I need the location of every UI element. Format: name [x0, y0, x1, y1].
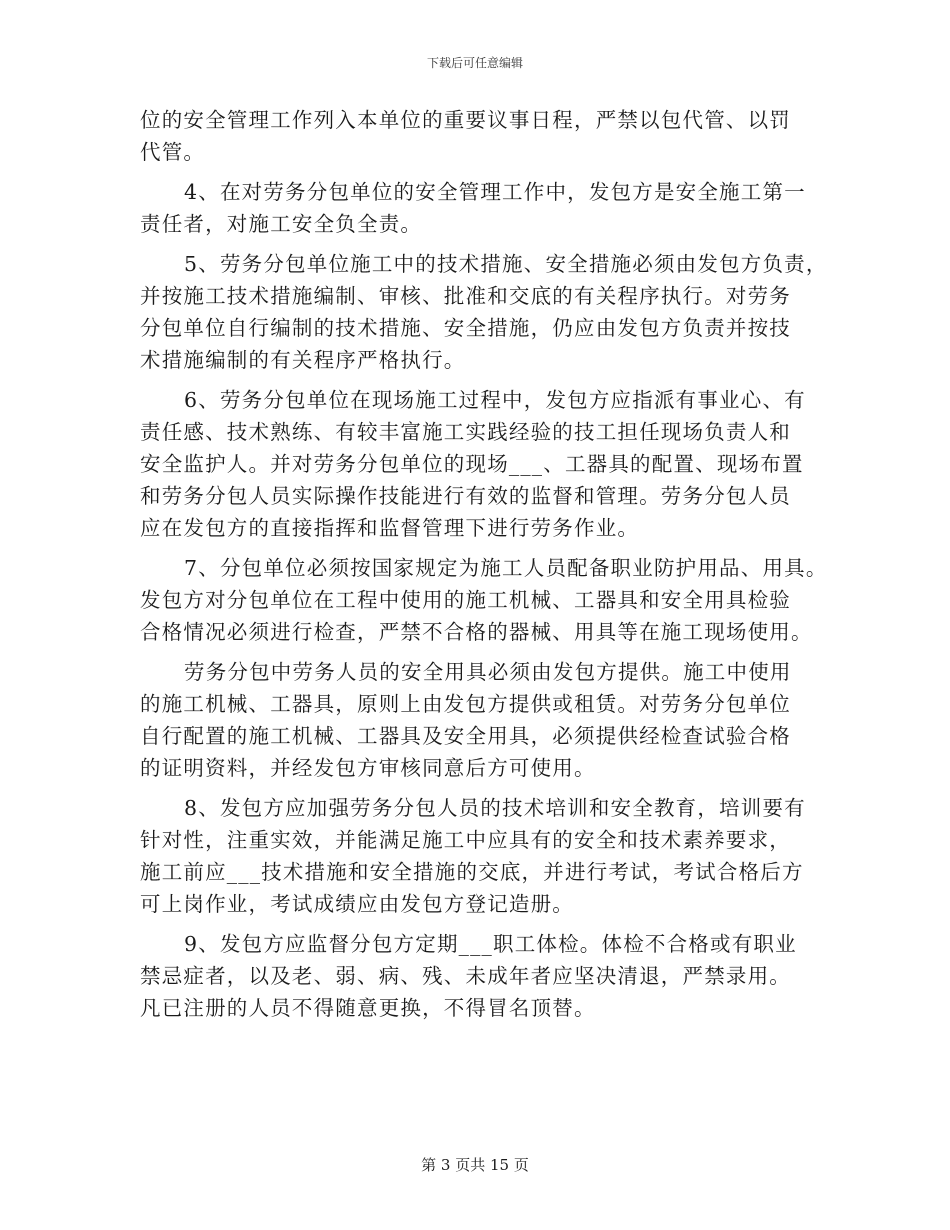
text-line: 9、发包方应监督分包方定期___职工体检。体检不合格或有职业 — [184, 932, 797, 956]
document-body — [140, 104, 828, 1024]
page-footer: 第 3 页共 15 页 — [421, 1156, 529, 1174]
text-line: 7、分包单位必须按国家规定为施工人员配备职业防护用品、用具。 — [184, 556, 828, 580]
paragraph — [140, 248, 828, 376]
text-line: 发包方对分包单位在工程中使用的施工机械、工器具和安全用具检验 — [140, 588, 791, 612]
text-line: 6、劳务分包单位在现场施工过程中，发包方应指派有事业心、有 — [184, 388, 806, 412]
text-line: 自行配置的施工机械、工器具及安全用具，必须提供经检查试验合格 — [140, 724, 791, 748]
text-line: 针对性，注重实效，并能满足施工中应具有的安全和技术素养要求， — [140, 828, 791, 852]
text-line: 应在发包方的直接指挥和监督管理下进行劳务作业。 — [140, 516, 640, 540]
text-line: 可上岗作业，考试成绩应由发包方登记造册。 — [140, 892, 574, 916]
text-line: 并按施工技术措施编制、审核、批准和交底的有关程序执行。对劳务 — [140, 284, 791, 308]
paragraph-gap — [140, 544, 820, 552]
text-line: 4、在对劳务分包单位的安全管理工作中，发包方是安全施工第一 — [184, 180, 806, 204]
paragraph-gap — [140, 240, 820, 248]
paragraph-gap — [140, 648, 820, 656]
text-line: 的证明资料，并经发包方审核同意后方可使用。 — [140, 756, 596, 780]
text-line: 合格情况必须进行检查，严禁不合格的器械、用具等在施工现场使用。 — [140, 620, 813, 644]
text-line: 代管。 — [140, 140, 206, 164]
paragraph — [140, 176, 820, 240]
paragraph-gap — [140, 920, 820, 928]
text-line: 凡已注册的人员不得随意更换，不得冒名顶替。 — [140, 996, 596, 1020]
text-line: 劳务分包中劳务人员的安全用具必须由发包方提供。施工中使用 — [184, 660, 792, 684]
paragraph-gap — [140, 784, 820, 792]
page-header: 下载后可任意编辑 — [426, 56, 523, 70]
text-line: 位的安全管理工作列入本单位的重要议事日程，严禁以包代管、以罚 — [140, 108, 791, 132]
paragraph-gap — [140, 376, 820, 384]
paragraph-gap — [140, 168, 820, 176]
paragraph — [140, 792, 820, 920]
text-line: 责任者，对施工安全负全责。 — [140, 212, 423, 236]
text-line: 分包单位自行编制的技术措施、安全措施，仍应由发包方负责并按技 — [140, 316, 791, 340]
text-line: 禁忌症者，以及老、弱、病、残、未成年者应坚决清退，严禁录用。 — [140, 964, 791, 988]
paragraph — [140, 928, 820, 1024]
text-line: 安全监护人。并对劳务分包单位的现场___、工器具的配置、现场布置 — [140, 452, 804, 476]
paragraph — [140, 384, 820, 544]
text-line: 术措施编制的有关程序严格执行。 — [140, 348, 466, 372]
paragraph — [140, 104, 820, 168]
paragraph — [140, 552, 828, 648]
text-line: 责任感、技术熟练、有较丰富施工实践经验的技工担任现场负责人和 — [140, 420, 791, 444]
paragraph — [140, 656, 820, 784]
text-line: 8、发包方应加强劳务分包人员的技术培训和安全教育，培训要有 — [184, 796, 806, 820]
text-line: 施工前应___技术措施和安全措施的交底，并进行考试，考试合格后方 — [140, 860, 804, 884]
text-line: 和劳务分包人员实际操作技能进行有效的监督和管理。劳务分包人员 — [140, 484, 791, 508]
text-line: 的施工机械、工器具，原则上由发包方提供或租赁。对劳务分包单位 — [140, 692, 791, 716]
text-line: 5、劳务分包单位施工中的技术措施、安全措施必须由发包方负责， — [184, 252, 828, 276]
